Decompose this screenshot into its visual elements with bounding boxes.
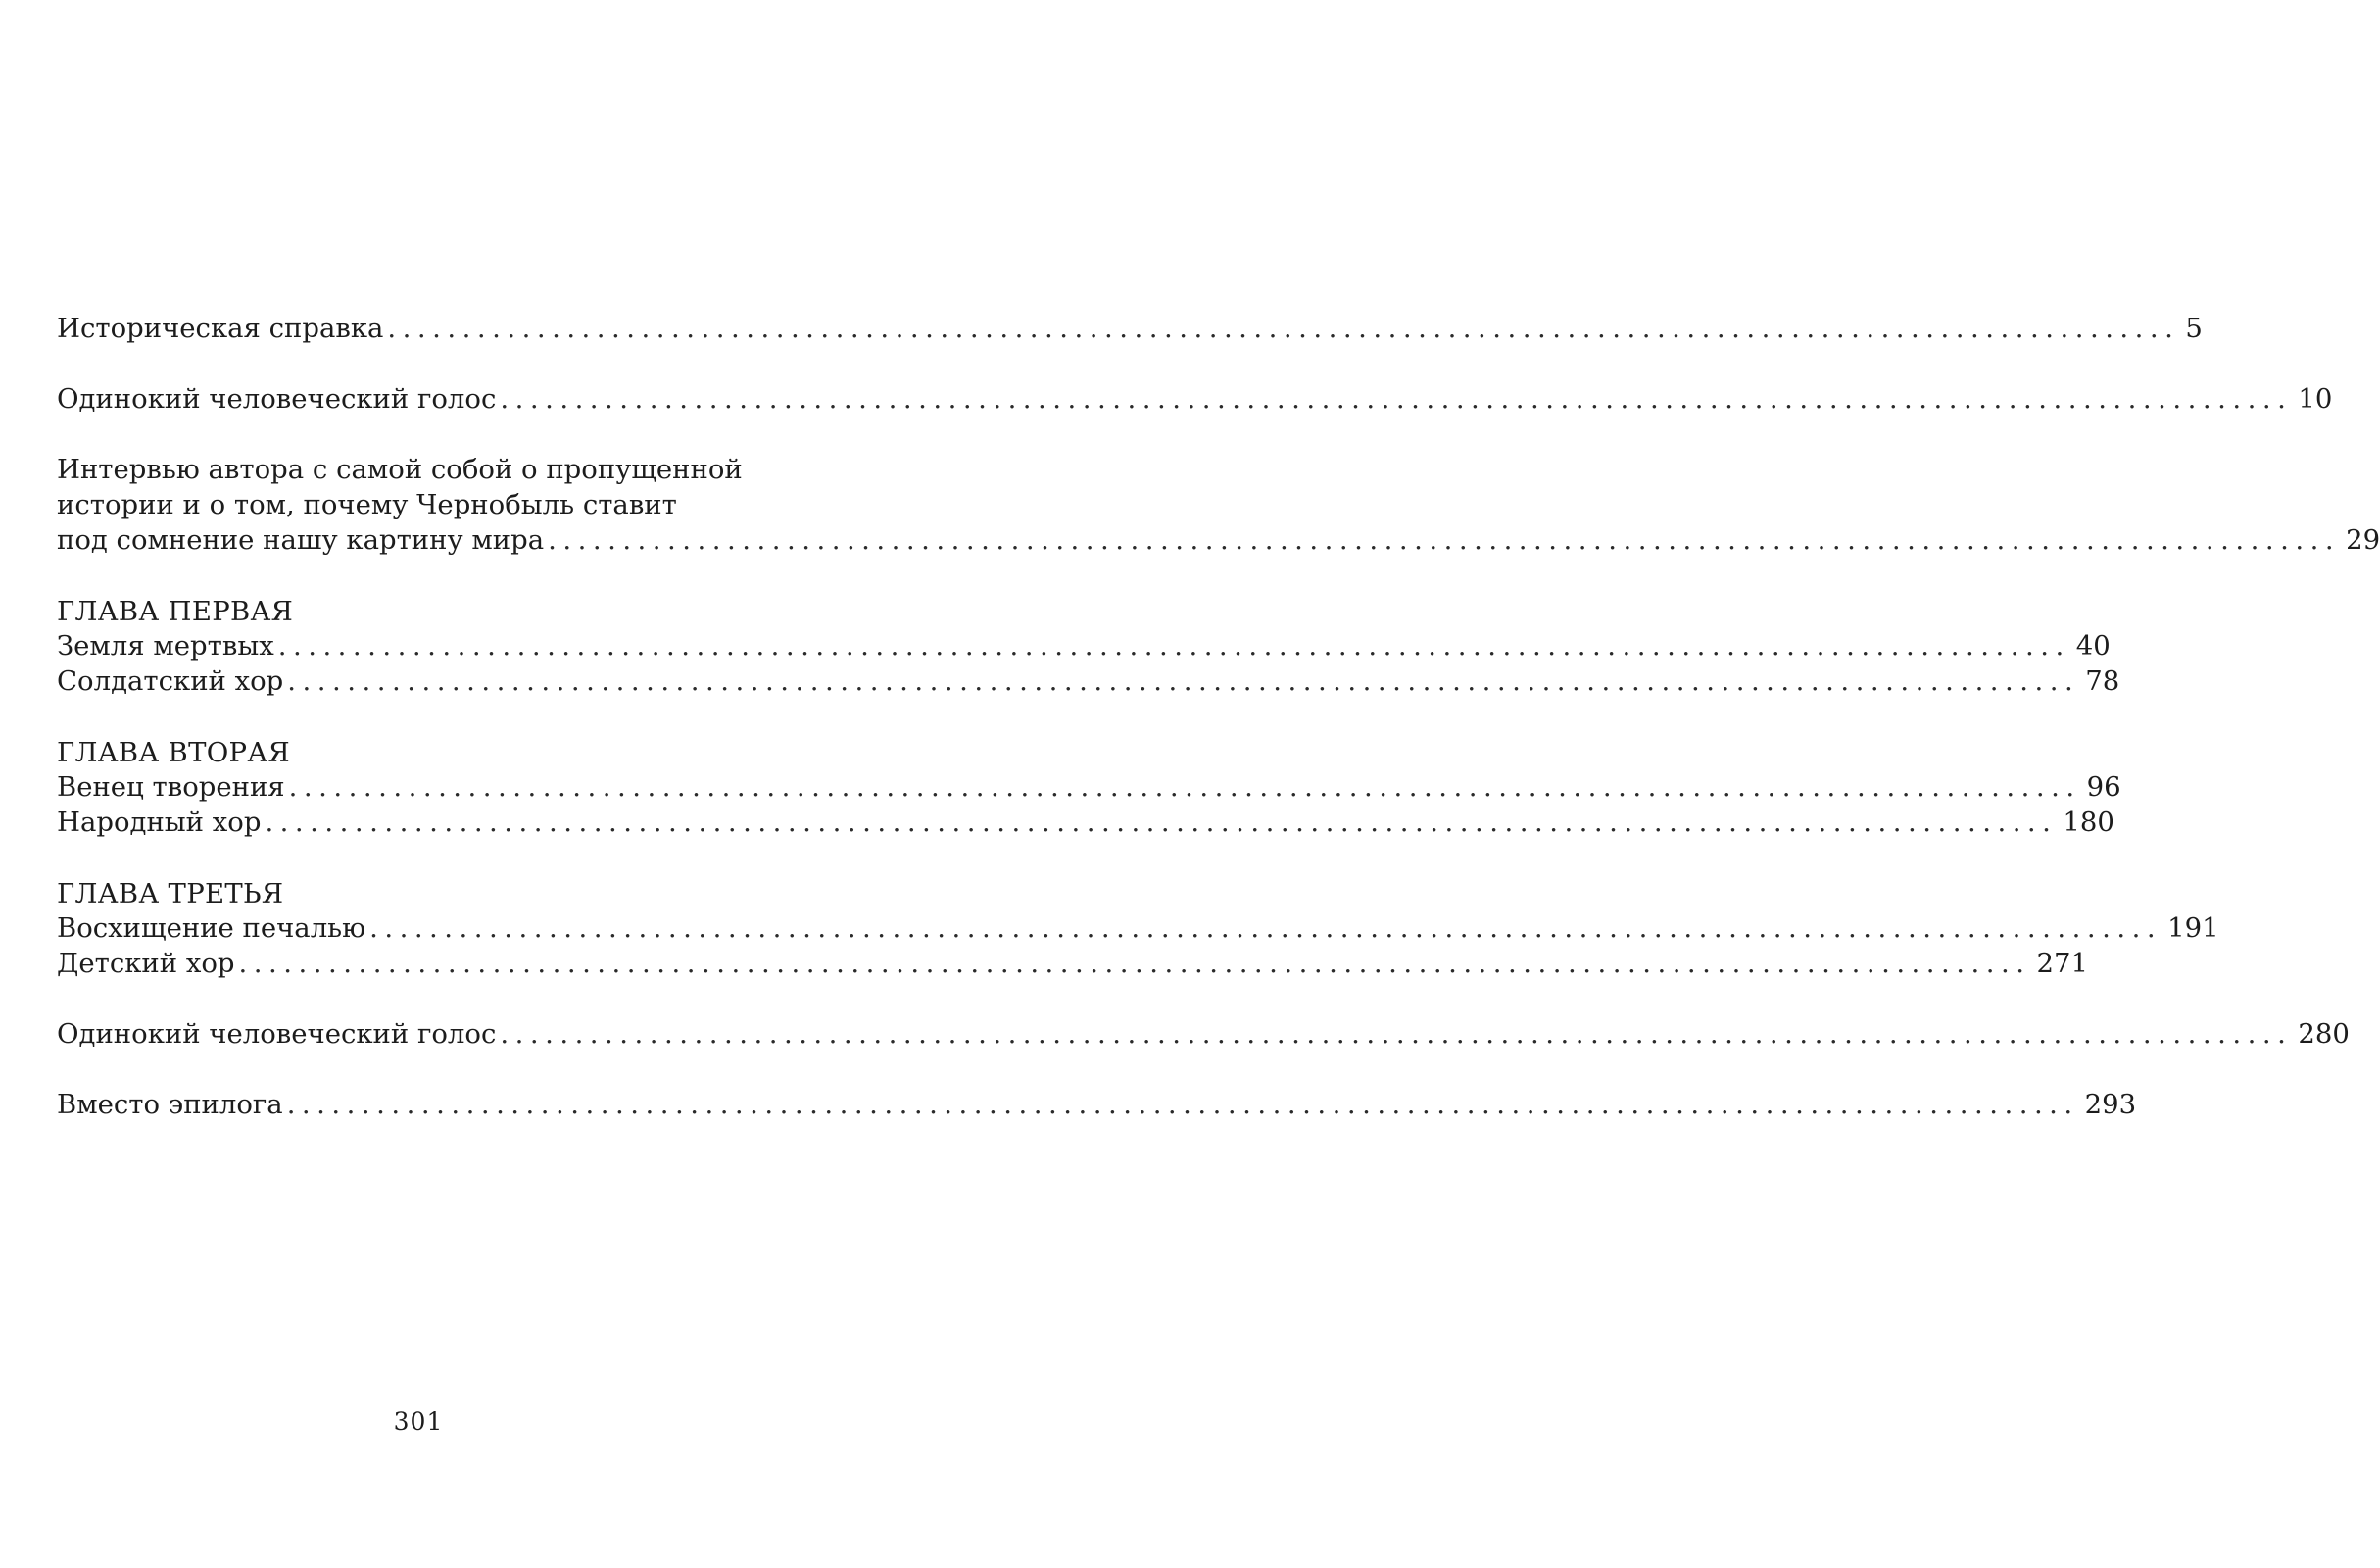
toc-entry-title: Венец творения [57, 771, 285, 803]
toc-entry-lonely-voice-2 [57, 1016, 2350, 1052]
toc-entry-chapter2-item-1 [57, 769, 2121, 805]
toc-entry-title-line: Интервью автора с самой собой о пропущенной [57, 454, 743, 485]
toc-entry-title-line: под сомнение нашу картину мира [57, 524, 545, 556]
toc-entry-title: Земля мертвых [57, 630, 274, 662]
toc-entry-chapter1-item-1 [57, 628, 2111, 663]
dot-leader: ........................................................................................................................ [548, 524, 2341, 556]
toc-entry-title: Одинокий человеческий голос [57, 383, 497, 415]
toc-entry-chapter2-item-2 [57, 805, 2114, 840]
dot-leader: ........................................................................................................................ [277, 630, 2070, 662]
dot-leader: ........................................................................................................................ [500, 383, 2293, 415]
toc-entry-title-line: истории и о том, почему Чернобыль ставит [57, 489, 677, 520]
toc-entry-epilogue [57, 1087, 2137, 1122]
toc-entry-chapter3-item-1 [57, 910, 2219, 946]
dot-leader: ........................................................................................................................ [369, 912, 2162, 944]
dot-leader: ........................................................................................................................ [286, 1089, 2079, 1120]
toc-entry-title: Солдатский хор [57, 665, 284, 697]
toc-entry-title: Восхищение печалью [57, 912, 366, 944]
chapter-heading: ГЛАВА ПЕРВАЯ [57, 596, 294, 627]
toc-entry-title: Историческая справка [57, 313, 384, 344]
toc-entry-page-number: 78 [2085, 665, 2120, 697]
toc-entry-page-number: 29 [2346, 524, 2380, 556]
dot-leader: ........................................................................................................................ [238, 948, 2031, 979]
dot-leader: ........................................................................................................................ [500, 1018, 2293, 1050]
dot-leader: ........................................................................................................................ [287, 665, 2080, 697]
toc-entry-page-number: 271 [2036, 948, 2088, 979]
chapter-heading: ГЛАВА ТРЕТЬЯ [57, 878, 284, 909]
dot-leader: ........................................................................................................................ [387, 313, 2180, 344]
toc-entry-title: Одинокий человеческий голос [57, 1018, 497, 1050]
toc-entry-page-number: 96 [2086, 771, 2121, 803]
toc-entry-chapter1-item-2 [57, 663, 2120, 699]
toc-entry-page-number: 5 [2185, 313, 2203, 344]
toc-entry-title: Вместо эпилога [57, 1089, 283, 1120]
toc-entry-interview [57, 452, 2380, 558]
toc-entry-title: Детский хор [57, 948, 235, 979]
chapter-heading: ГЛАВА ВТОРАЯ [57, 737, 290, 768]
toc-entry-page-number: 191 [2167, 912, 2219, 944]
folio-page-number: 301 [393, 1407, 444, 1436]
toc-entry-page-number: 293 [2084, 1089, 2137, 1120]
dot-leader: ........................................................................................................................ [288, 771, 2081, 803]
toc-entry-page-number: 40 [2075, 630, 2111, 662]
toc-entry-title: Народный хор [57, 807, 262, 838]
toc-entry-page-number: 180 [2063, 807, 2114, 838]
toc-entry-page-number: 10 [2298, 383, 2333, 415]
dot-leader: ........................................................................................................................ [265, 807, 2058, 838]
toc-entry-page-number: 280 [2298, 1018, 2350, 1050]
toc-entry-historical-note [57, 311, 2203, 346]
toc-entry-lonely-voice-1 [57, 381, 2333, 416]
toc-entry-chapter3-item-2 [57, 946, 2088, 981]
